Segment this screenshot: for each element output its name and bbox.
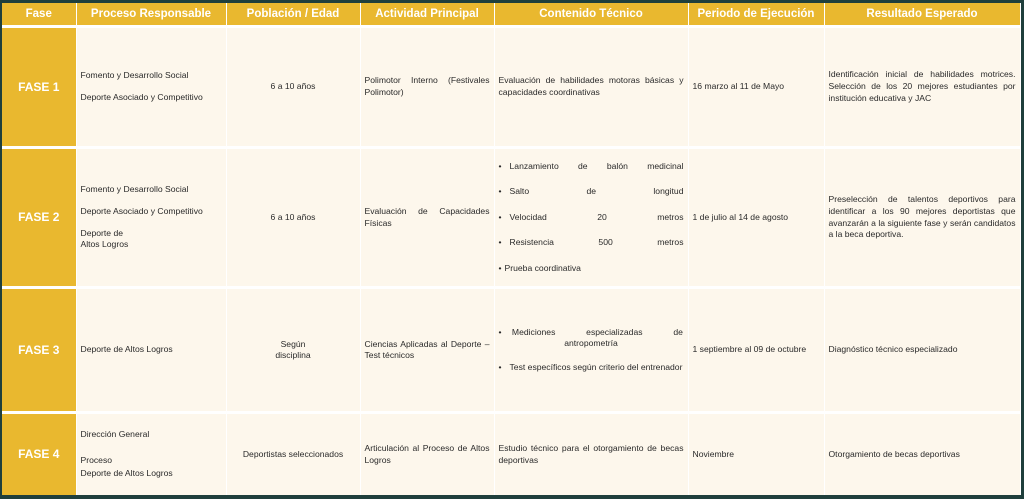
periodo-cell: 1 septiembre al 09 de octubre (688, 288, 824, 413)
contenido-cell: Estudio técnico para el otorgamiento de becas deportivas (494, 413, 688, 495)
header-actividad: Actividad Principal (360, 3, 494, 27)
header-proceso: Proceso Responsable (76, 3, 226, 27)
phases-table-frame (2, 3, 1020, 495)
list-item: • Test específicos según criterio del entrenador (499, 362, 684, 374)
phase-label: FASE 1 (2, 27, 76, 148)
header-resultado: Resultado Esperado (824, 3, 1020, 27)
periodo-cell: 1 de julio al 14 de agosto (688, 147, 824, 288)
proceso-item: Deporte de Altos Logros (80, 468, 173, 479)
proceso-item: Deporte Asociado y Competitivo (80, 91, 203, 102)
header-poblacion: Población / Edad (226, 3, 360, 27)
actividad-cell: Evaluación de Capacidades Físicas (360, 147, 494, 288)
table-row (2, 147, 1020, 288)
header-row (2, 3, 1020, 27)
list-item (499, 327, 684, 350)
proceso-cell (76, 27, 226, 148)
contenido-list (499, 327, 684, 374)
poblacion-text: Según disciplina (275, 338, 311, 361)
proceso-item: Deporte Asociado y Competitivo (80, 205, 203, 216)
poblacion-cell: Deportistas seleccionados (226, 413, 360, 495)
poblacion-cell: 6 a 10 años (226, 147, 360, 288)
actividad-cell: Ciencias Aplicadas al Deporte – Test técnicos (360, 288, 494, 413)
poblacion-cell (226, 288, 360, 413)
proceso-cell (76, 413, 226, 495)
actividad-cell: Articulación al Proceso de Altos Logros (360, 413, 494, 495)
header-contenido: Contenido Técnico (494, 3, 688, 27)
proceso-item: Fomento y Desarrollo Social (80, 70, 189, 81)
list-item: • Resistencia 500 metros (499, 237, 684, 249)
resultado-cell: Preselección de talentos deportivos para identificar a los 90 mejores deportistas que avanzarán a la siguiente fase y serán candidatos a la beca deportiva. (824, 147, 1020, 288)
list-item-text: Mediciones especializadas de (511, 326, 683, 337)
actividad-cell: Polimotor Interno (Festivales Polimotor) (360, 27, 494, 148)
poblacion-cell: 6 a 10 años (226, 27, 360, 148)
proceso-cell (76, 147, 226, 288)
resultado-cell: Otorgamiento de becas deportivas (824, 413, 1020, 495)
list-item: • Velocidad 20 metros (499, 212, 684, 224)
periodo-cell: Noviembre (688, 413, 824, 495)
list-item: • Salto de longitud (499, 186, 684, 198)
phase-label: FASE 4 (2, 413, 76, 495)
contenido-cell: Evaluación de habilidades motoras básicas y capacidades coordinativas (494, 27, 688, 148)
list-item: • Lanzamiento de balón medicinal (499, 161, 684, 173)
list-item: • Prueba coordinativa (499, 263, 684, 275)
proceso-item: Proceso (80, 454, 113, 465)
proceso-cell: Deporte de Altos Logros (76, 288, 226, 413)
proceso-item: Fomento y Desarrollo Social (80, 184, 189, 195)
contenido-list (499, 161, 684, 275)
resultado-cell: Identificación inicial de habilidades motrices. Selección de los 20 mejores estudiantes por institución educativa y JAC (824, 27, 1020, 148)
resultado-cell: Diagnóstico técnico especializado (824, 288, 1020, 413)
list-item-continuation: antropometría (564, 338, 618, 349)
phases-table (2, 3, 1021, 495)
header-periodo: Periodo de Ejecución (688, 3, 824, 27)
table-row (2, 27, 1020, 148)
proceso-item: Deporte de Altos Logros (80, 227, 129, 250)
phase-label: FASE 3 (2, 288, 76, 413)
table-row (2, 288, 1020, 413)
contenido-cell (494, 147, 688, 288)
header-fase: Fase (2, 3, 76, 27)
contenido-cell (494, 288, 688, 413)
table-row (2, 413, 1020, 495)
phase-label: FASE 2 (2, 147, 76, 288)
proceso-item: Dirección General (80, 429, 150, 440)
periodo-cell: 16 marzo al 11 de Mayo (688, 27, 824, 148)
